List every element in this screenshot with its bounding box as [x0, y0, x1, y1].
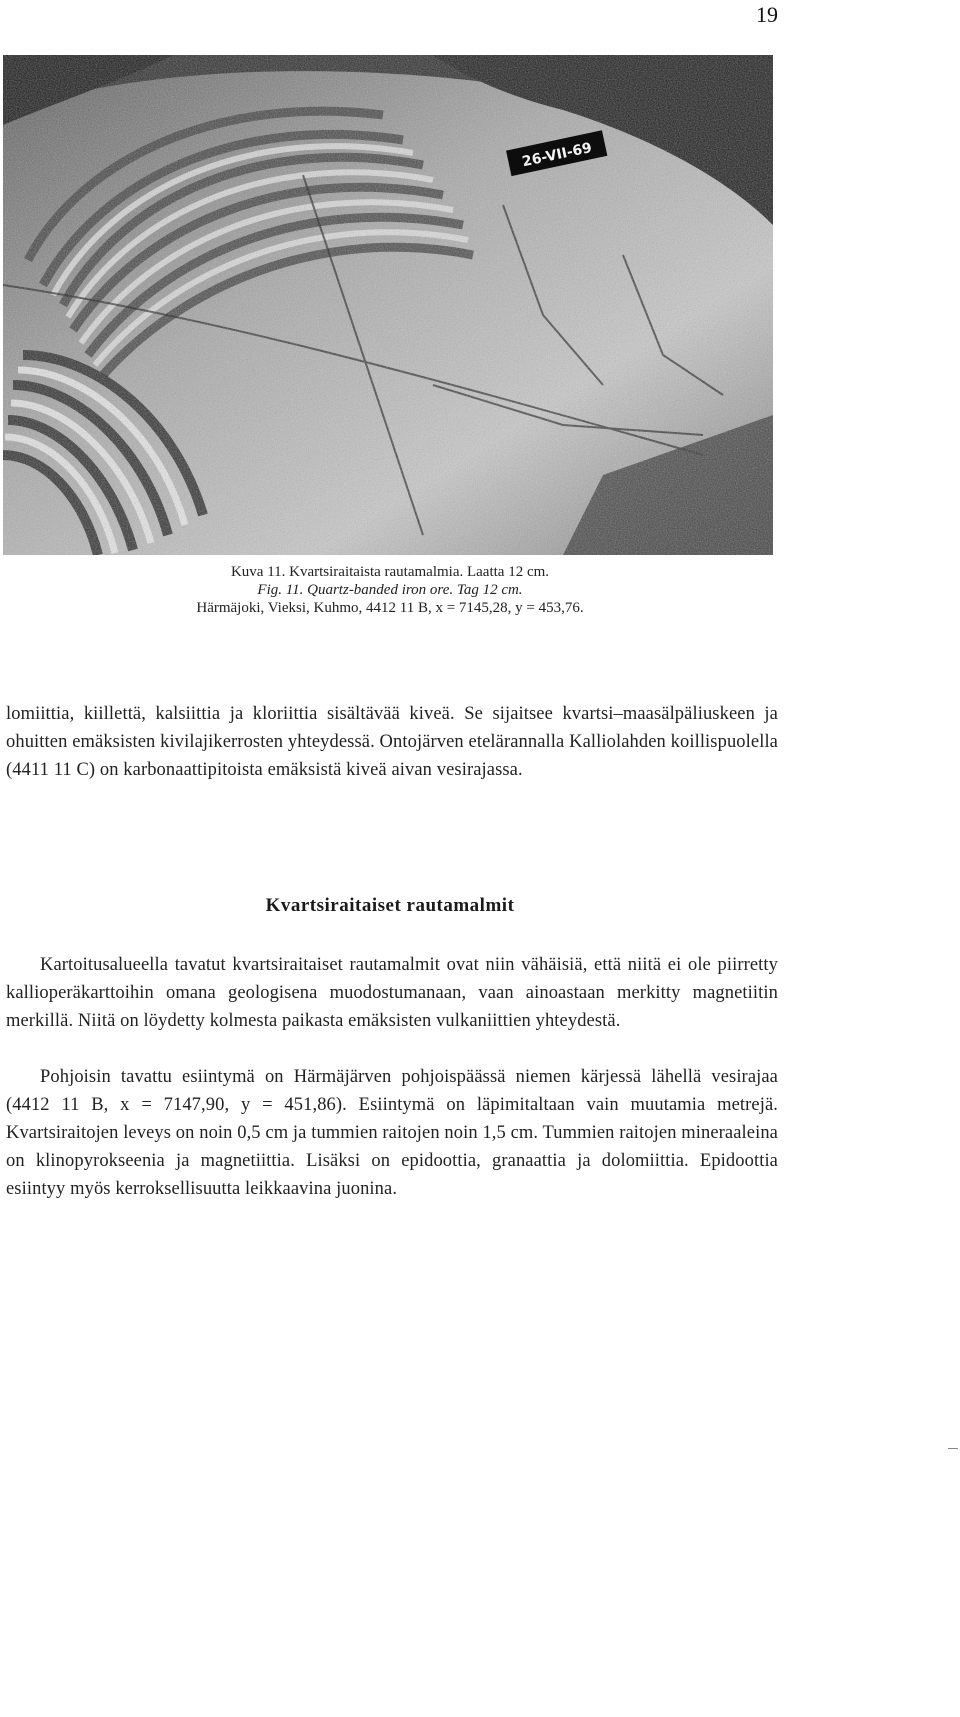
caption-english: Fig. 11. Quartz-banded iron ore. Tag 12 cm. — [257, 582, 523, 598]
page-number: 19 — [756, 2, 778, 27]
rock-photograph — [3, 55, 773, 555]
tag-label: 26-VII-69 — [520, 139, 594, 171]
paragraph-occurrence: Pohjoisin tavattu esiintymä on Härmäjärven pohjoispäässä niemen kärjessä lähellä vesirajaa (4412 11 B, x = 7147,90, y = 451,86). Esiintymä on läpimitaltaan vain muutamia metrejä. Kvartsiraitojen leveys on noin 0,5 cm ja tummien raitojen noin 1,5 cm. Tummien raitojen mineraaleina on klinopyrokseenia ja magnetiittia. Lisäksi on epidoottia, granaattia ja dolomiittia. Epidoottia esiintyy myös kerroksellisuutta leikkaavina juonina. — [6, 1067, 778, 1199]
margin-mark — [948, 1448, 958, 1449]
figure-caption — [0, 563, 780, 617]
caption-finnish: Kuva 11. Kvartsiraitaista rautamalmia. Laatta 12 cm. — [230, 564, 550, 580]
caption-location: Härmäjoki, Vieksi, Kuhmo, 4412 11 B, x = 7145,28, y = 453,76. — [196, 600, 584, 616]
section-heading: Kvartsiraitaiset rautamalmit — [265, 895, 515, 916]
banded-iron-ore-image — [3, 55, 773, 555]
paragraph-continuation: lomiittia, kiillettä, kalsiittia ja kloriittia sisältävää kiveä. Se sijaitsee kvartsi–maasälpäliuskeen ja ohuitten emäksisten kivilajikerrosten yhteydessä. Ontojärven etelärannalla Kalliolahden koillispuolella (4411 11 C) on karbonaattipitoista emäksistä kiveä aivan vesirajassa. — [6, 704, 778, 780]
paragraph-intro: Kartoitusalueella tavatut kvartsiraitaiset rautamalmit ovat niin vähäisiä, että niitä ei ole piirretty kallioperäkarttoihin omana geologisena muodostumanaan, vaan ainoastaan merkitty magnetiitin merkillä. Niitä on löydetty kolmesta paikasta emäksisten vulkaniittien yhteydestä. — [6, 955, 778, 1031]
